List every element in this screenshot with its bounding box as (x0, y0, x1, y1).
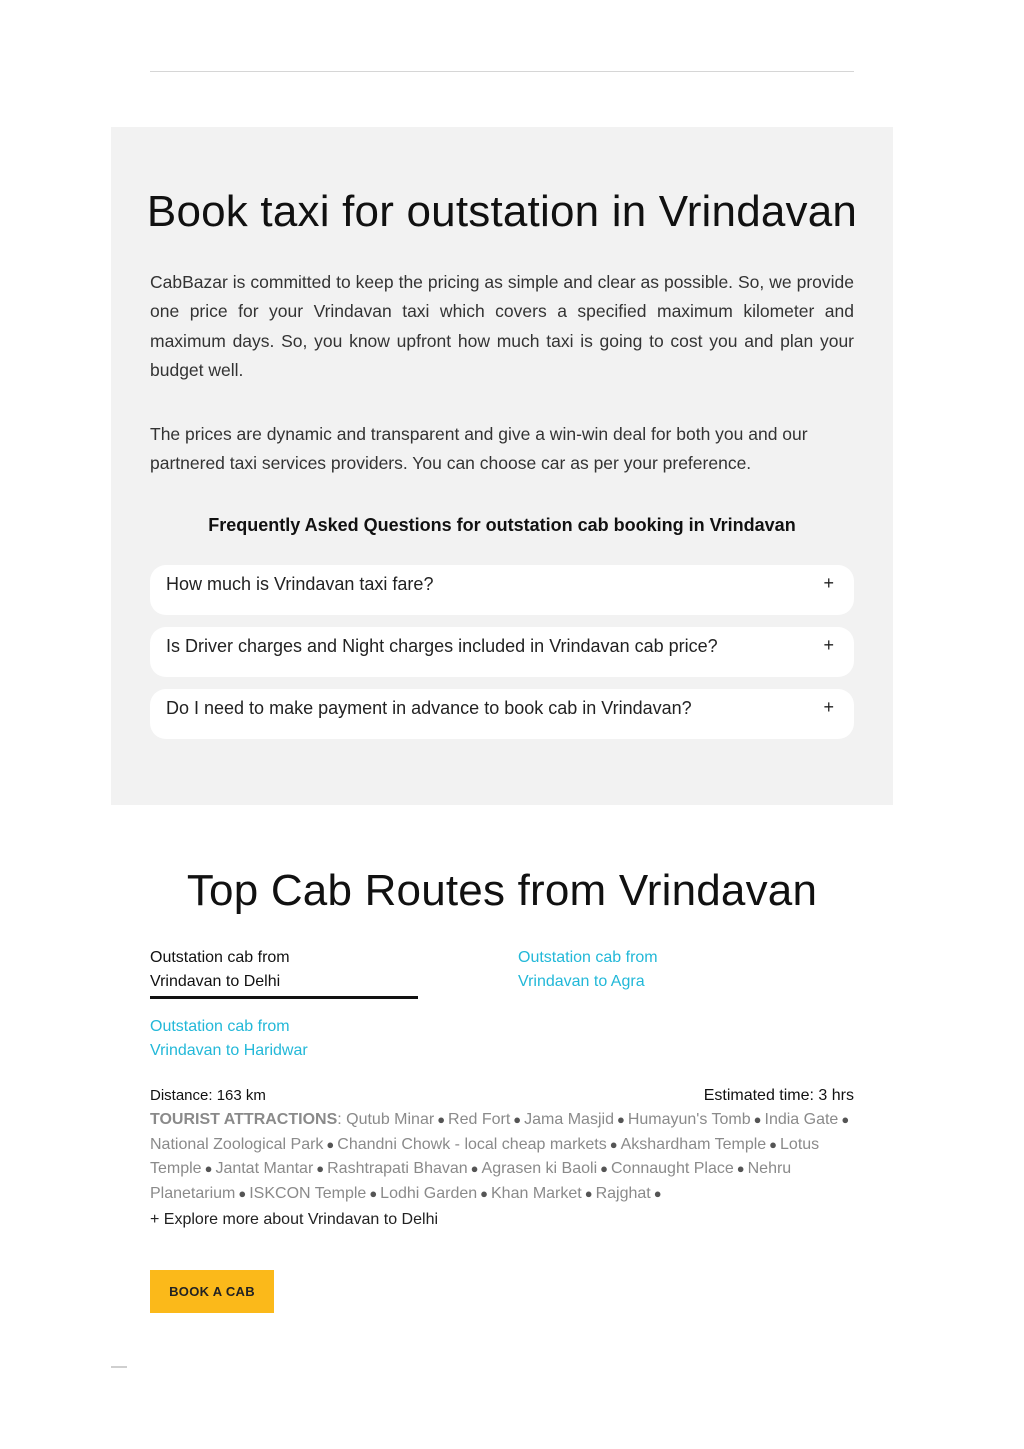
attraction-item: Agrasen ki Baoli (481, 1160, 598, 1178)
bullet-icon: ● (653, 1186, 662, 1202)
route-tab-line1: Outstation cab from (518, 949, 658, 966)
bullet-icon: ● (609, 1136, 618, 1152)
attraction-item: Red Fort (448, 1111, 511, 1128)
attraction-item: Khan Market (491, 1185, 582, 1203)
attraction-item: Rajghat (595, 1185, 651, 1203)
bullet-icon: ● (326, 1136, 335, 1152)
faq-item-fare[interactable] (150, 565, 854, 615)
book-cab-button[interactable]: BOOK A CAB (150, 1270, 274, 1313)
time-value: 3 hrs (818, 1087, 854, 1104)
attraction-item: Chandni Chowk - local cheap markets (337, 1135, 607, 1153)
faq-item-advance-payment[interactable] (150, 689, 854, 739)
expand-plus-icon[interactable]: + (823, 635, 834, 655)
explore-more-link[interactable]: + Explore more about Vrindavan to Delhi (150, 1211, 439, 1228)
expand-plus-icon[interactable]: + (823, 697, 834, 717)
bullet-icon: ● (841, 1112, 850, 1127)
bullet-icon: ● (600, 1161, 608, 1177)
distance-label: Distance: (150, 1087, 213, 1104)
faq-question: Do I need to make payment in advance to book cab in Vrindavan? (166, 698, 692, 718)
attraction-item: India Gate (764, 1111, 839, 1128)
pricing-paragraph: CabBazar is committed to keep the pricing as simple and clear as possible. So, we provide one price for your Vrindavan taxi which covers a specified maximum kilometer and maximum days. So, you know upfront how much taxi is going to cost you and plan your budget well. (150, 272, 854, 380)
bullet-icon: ● (736, 1161, 745, 1177)
attraction-item: Rashtrapati Bhavan (327, 1160, 468, 1178)
info-title: Book taxi for outstation in Vrindavan (146, 187, 858, 236)
route-tab-agra[interactable] (518, 946, 786, 994)
route-tab-delhi[interactable] (150, 946, 418, 994)
attraction-item: ISKCON Temple (249, 1185, 367, 1203)
bullet-icon: ● (480, 1186, 488, 1202)
routes-title: Top Cab Routes from Vrindavan (186, 866, 818, 915)
attraction-item: Humayun's Tomb (627, 1111, 751, 1128)
faq-question: Is Driver charges and Night charges included in Vrindavan cab price? (166, 636, 718, 656)
attraction-item: Nehru Planetarium (150, 1160, 792, 1203)
footer-mark (111, 1366, 127, 1368)
bullet-icon: ● (584, 1186, 593, 1202)
route-tab-haridwar[interactable] (150, 1015, 418, 1063)
route-tab-line1: Outstation cab from (150, 1018, 290, 1035)
attraction-item: Lodhi Garden (380, 1185, 478, 1203)
faq-heading: Frequently Asked Questions for outstation cab booking in Vrindavan (208, 515, 796, 535)
bullet-icon: ● (769, 1136, 778, 1152)
dynamic-pricing-paragraph: The prices are dynamic and transparent and give a win-win deal for both you and our partnered taxi services providers. You can choose car as per your preference. (150, 424, 808, 474)
attraction-item: National Zoological Park (150, 1135, 324, 1153)
distance-info (150, 1087, 266, 1104)
bullet-icon: ● (238, 1186, 247, 1202)
route-tab-line2: Vrindavan to Delhi (150, 973, 281, 990)
attraction-item: Lotus Temple (150, 1135, 820, 1178)
expand-plus-icon[interactable]: + (823, 573, 834, 593)
attraction-item: Qutub Minar (346, 1111, 435, 1128)
bullet-icon: ● (753, 1112, 762, 1127)
distance-value: 163 km (216, 1087, 266, 1104)
attraction-item: Connaught Place (611, 1160, 734, 1178)
bullet-icon: ● (616, 1112, 625, 1127)
active-tab-underline (150, 996, 418, 999)
attractions-label: TOURIST ATTRACTIONS (150, 1111, 338, 1128)
faq-item-driver-charges[interactable] (150, 627, 854, 677)
route-tab-line2: Vrindavan to Haridwar (150, 1042, 308, 1059)
bullet-icon: ● (437, 1112, 446, 1127)
tourist-attractions: TOURIST ATTRACTIONS: Qutub Minar ● Red Fort ● Jama Masjid ● Humayun's Tomb ● India Gate ● National Zoological Park ● Chandni Chowk - local cheap markets ● Akshardham Temple ● Lotus Temple ● Jantat Mantar ● Rashtrapati Bhavan ● Agrasen ki Baoli ● Connaught Place ● Nehru Planetarium ● ISKCON Temple ● Lodhi Garden ● Khan Market ● Rajghat ● (150, 1111, 850, 1203)
time-label: Estimated time: (703, 1087, 814, 1104)
attraction-item: Akshardham Temple (620, 1135, 767, 1153)
route-tab-line1: Outstation cab from (150, 949, 290, 966)
bullet-icon: ● (369, 1186, 378, 1202)
attraction-item: Jama Masjid (524, 1111, 614, 1128)
top-divider (150, 71, 854, 72)
bullet-icon: ● (513, 1112, 522, 1127)
bullet-icon: ● (470, 1161, 479, 1177)
faq-question: How much is Vrindavan taxi fare? (166, 574, 434, 594)
bullet-icon: ● (316, 1161, 325, 1177)
attraction-item: Jantat Mantar (215, 1160, 314, 1178)
route-tab-line2: Vrindavan to Agra (518, 973, 645, 990)
bullet-icon: ● (204, 1161, 213, 1177)
estimated-time-info (704, 1087, 854, 1105)
